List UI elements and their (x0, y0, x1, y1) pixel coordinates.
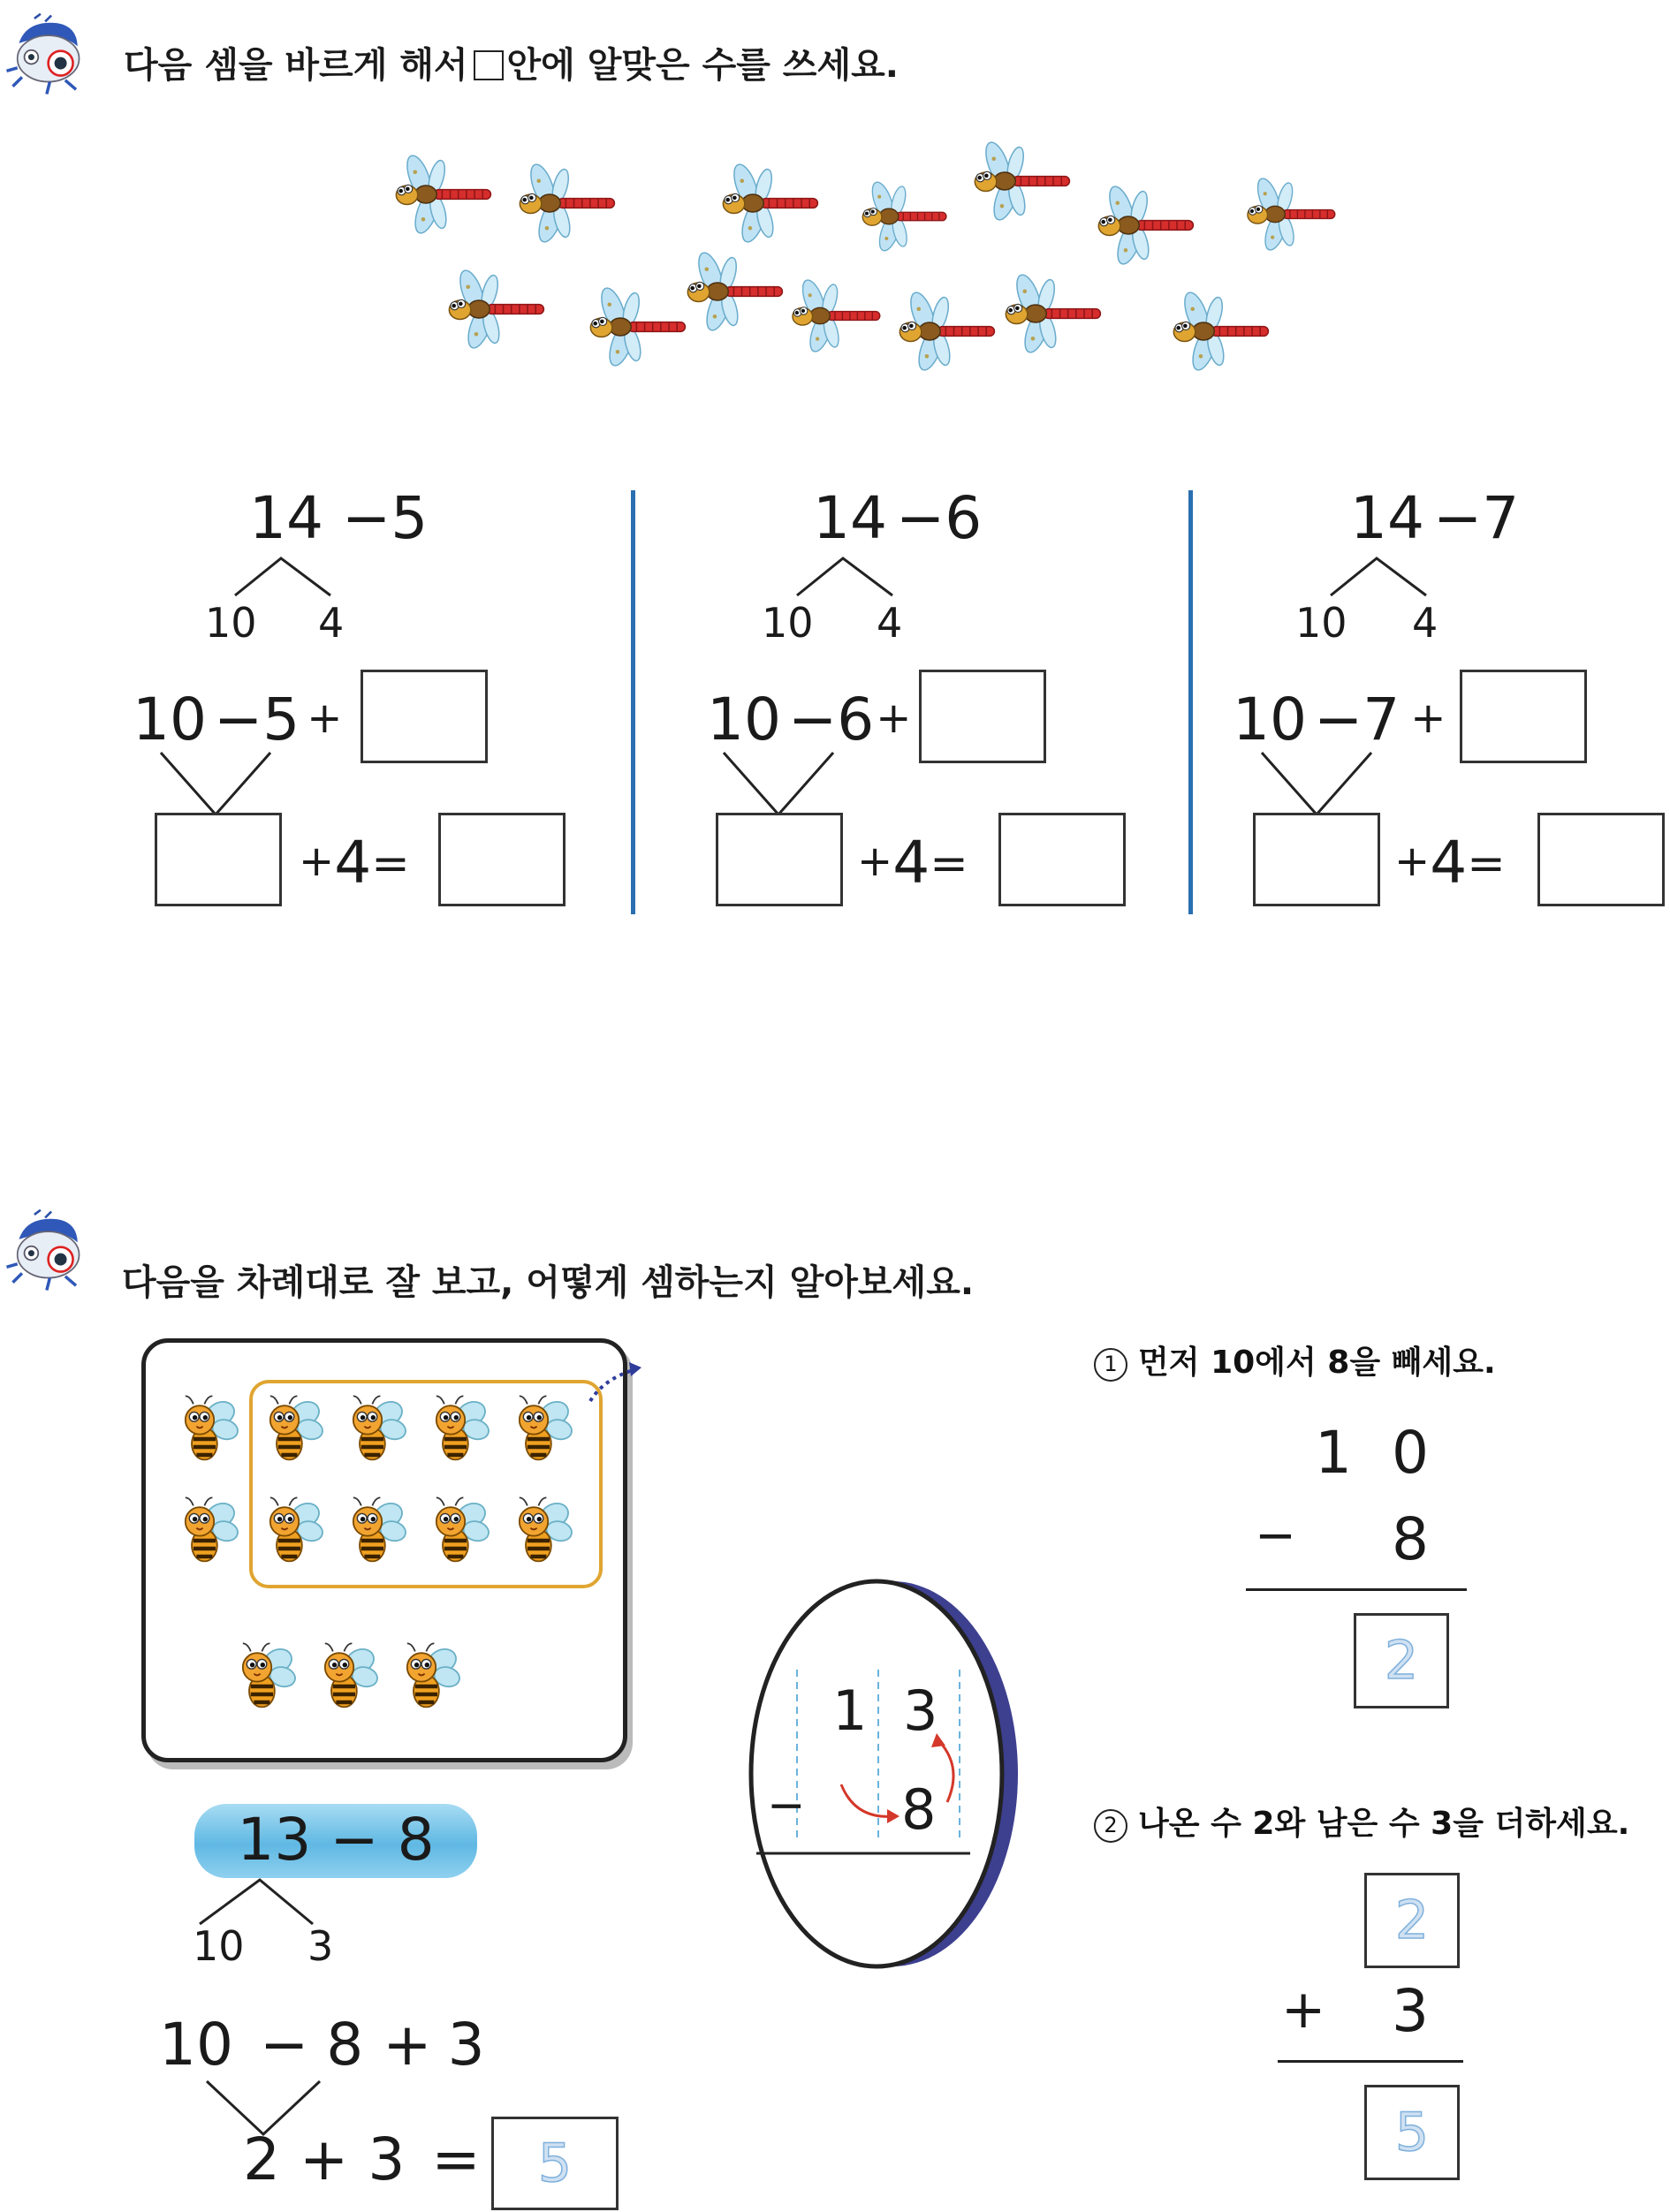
answer-box[interactable] (1253, 813, 1380, 906)
answer-box[interactable] (919, 670, 1046, 763)
bee-icon (168, 1391, 247, 1471)
answer-box[interactable] (155, 813, 282, 906)
dragonfly-icon (778, 278, 884, 353)
dragonfly-icon (959, 141, 1074, 221)
bee-icon (253, 1391, 332, 1471)
dragonfly-icon (884, 292, 998, 371)
bee-icon (253, 1493, 332, 1572)
column-divider (1188, 490, 1193, 914)
mascot-icon (4, 1208, 88, 1293)
step-1-label: 1 먼저 10에서 8을 빼세요. (1094, 1337, 1496, 1382)
bee-icon (502, 1391, 581, 1471)
answer-box[interactable] (1537, 813, 1665, 906)
magnifier-icon (735, 1572, 1027, 1979)
answer-box-symbol (474, 50, 504, 80)
bee-icon (307, 1639, 387, 1718)
bee-icon (419, 1493, 498, 1572)
dragonfly-icon (1233, 177, 1339, 252)
answer-box[interactable]: 2 (1364, 1873, 1460, 1968)
bee-icon (225, 1639, 305, 1718)
arrow-icon (587, 1360, 649, 1405)
dragonfly-icon (848, 181, 950, 252)
answer-box[interactable] (998, 813, 1126, 906)
mascot-icon (4, 12, 88, 97)
answer-box[interactable] (716, 813, 843, 906)
dragonfly-icon (380, 155, 495, 234)
answer-box[interactable]: 5 (491, 2117, 619, 2210)
bee-icon (336, 1493, 415, 1572)
answer-box[interactable] (438, 813, 566, 906)
dragonfly-icon (672, 252, 786, 331)
column-divider (631, 490, 635, 914)
answer-box[interactable] (1460, 670, 1587, 763)
bee-icon (336, 1391, 415, 1471)
dragonfly-icon (1082, 186, 1197, 265)
answer-box[interactable]: 2 (1354, 1613, 1449, 1708)
bee-icon (390, 1639, 469, 1718)
dragonfly-icon (504, 163, 619, 243)
dragonfly-icon (1158, 292, 1272, 371)
answer-box[interactable]: 5 (1364, 2085, 1460, 2180)
bee-icon (419, 1391, 498, 1471)
bee-icon (168, 1493, 247, 1572)
dragonfly-icon (707, 163, 822, 243)
answer-box[interactable] (361, 670, 488, 763)
dragonfly-icon (433, 269, 548, 349)
dragonfly-icon (990, 274, 1104, 353)
bee-icon (502, 1493, 581, 1572)
step-2-label: 2 나온 수 2와 남은 수 3을 더하세요. (1094, 1799, 1629, 1844)
instruction-1: 다음 셈을 바르게 해서 안에 알맞은 수를 쓰세요. (124, 45, 899, 86)
instruction-2: 다음을 차례대로 잘 보고, 어떻게 셈하는지 알아보세요. (122, 1262, 975, 1303)
